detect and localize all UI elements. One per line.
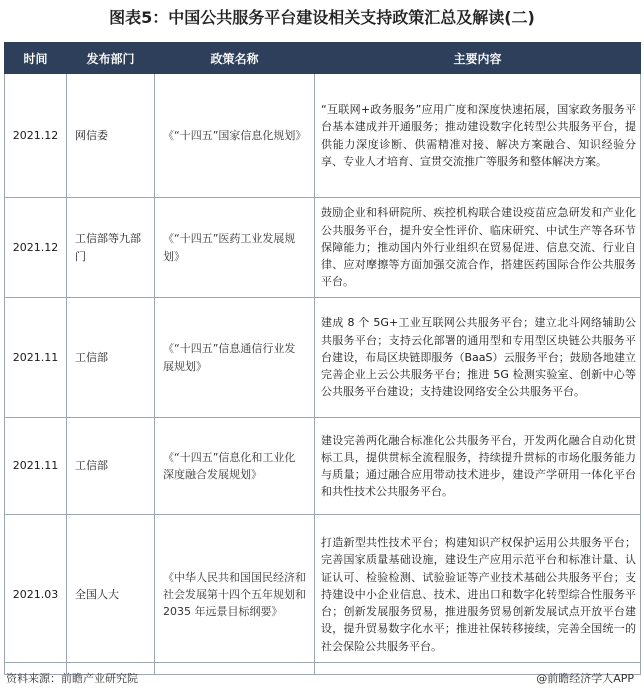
table-row <box>5 74 641 198</box>
cell-time: 2021.11 <box>5 298 67 418</box>
cell-content: 鼓励企业和科研院所、疾控机构联合建设疫苗应急研发和产业化公共服务平台，提升安全性评价、临床研究、中试生产等各环节保障能力；推动国内外行业组织在贸易促进、信息交流、行业自律、应对摩擦等方面加强交流合作，搭建医药国际合作公共服务平台。 <box>315 198 641 298</box>
cell-dept: 工信部 <box>67 418 155 515</box>
header-time: 时间 <box>5 43 67 74</box>
table-row <box>5 515 641 675</box>
table-row <box>5 418 641 515</box>
watermark: ​ <box>290 152 310 188</box>
cell-policy: 《“十四五”国家信息化规划》 <box>155 74 315 198</box>
cell-time: 2021.11 <box>5 418 67 515</box>
table-row <box>5 198 641 298</box>
cell-content: 打造新型共性技术平台；构建知识产权保护运用公共服务平台；完善国家质量基础设施，建设生产应用示范平台和标准计量、认证认可、检验检测、试验验证等产业技术基础公共服务平台；支持建设中小企业信息、技术、进出口和数字化转型综合性服务平台；创新发展服务贸易，推进服务贸易创新发展试点开放平台建设，提升贸易数字化水平；推进社保转移接续，完善全国统一的社会保险公共服务平台。 <box>315 515 641 675</box>
header-content: 主要内容 <box>315 43 641 74</box>
cell-time: 2021.12 <box>5 198 67 298</box>
table-header-row <box>5 43 641 74</box>
header-policy: 政策名称 <box>155 43 315 74</box>
policy-table <box>4 42 641 675</box>
cell-policy: 《“十四五”信息通信行业发展规划》 <box>155 298 315 418</box>
cell-content: “互联网+政务服务”应用广度和深度快速拓展，国家政务服务平台基本建成并开通服务；推动建设数字化转型公共服务平台，提供能力深度诊断、供需精准对接、解决方案融合、知识经验分享、专业人才培育、宣贯交流推广等服务和整体解决方案。 <box>315 74 641 198</box>
cell-time: 2021.03 <box>5 515 67 675</box>
cell-policy: 《“十四五”信息化和工业化深度融合发展规划》 <box>155 418 315 515</box>
figure-title: 图表5：中国公共服务平台建设相关支持政策汇总及解读(二) <box>109 8 535 27</box>
source-note: 资料来源：前瞻产业研究院 <box>6 672 138 685</box>
brand-credit: @前瞻经济学人APP <box>536 672 634 685</box>
cell-time: 2021.12 <box>5 74 67 198</box>
cell-content: 建设完善两化融合标准化公共服务平台，开发两化融合自动化贯标工具，提供贯标全流程服务，持续提升贯标的市场化服务能力与质量；通过融合应用带动技术进步，建设产学研用一体化平台和共性技术公共服务平台。 <box>315 418 641 515</box>
cell-dept: 工信部等九部门 <box>67 198 155 298</box>
cell-policy: 《中华人民共和国国民经济和社会发展第十四个五年规划和 2035 年远景目标纲要》 <box>155 515 315 675</box>
footer-divider <box>4 662 640 663</box>
cell-dept: 全国人大 <box>67 515 155 675</box>
cell-policy: 《“十四五”医药工业发展规划》 <box>155 198 315 298</box>
cell-dept: 工信部 <box>67 298 155 418</box>
table-row <box>5 298 641 418</box>
header-dept: 发布部门 <box>67 43 155 74</box>
cell-content: 建成 8 个 5G+工业互联网公共服务平台；建立北斗网络辅助公共服务平台；支持云化部署的通用型和专用型区块链公共服务平台建设，布局区块链即服务（BaaS）云服务平台；鼓励各地建立完善企业上云公共服务平台；推进 5G 检测实验室、创新中心等公共服务平台建设；支持建设网络安全公共服务平台。 <box>315 298 641 418</box>
footer <box>6 670 638 688</box>
cell-dept: 网信委 <box>67 74 155 198</box>
